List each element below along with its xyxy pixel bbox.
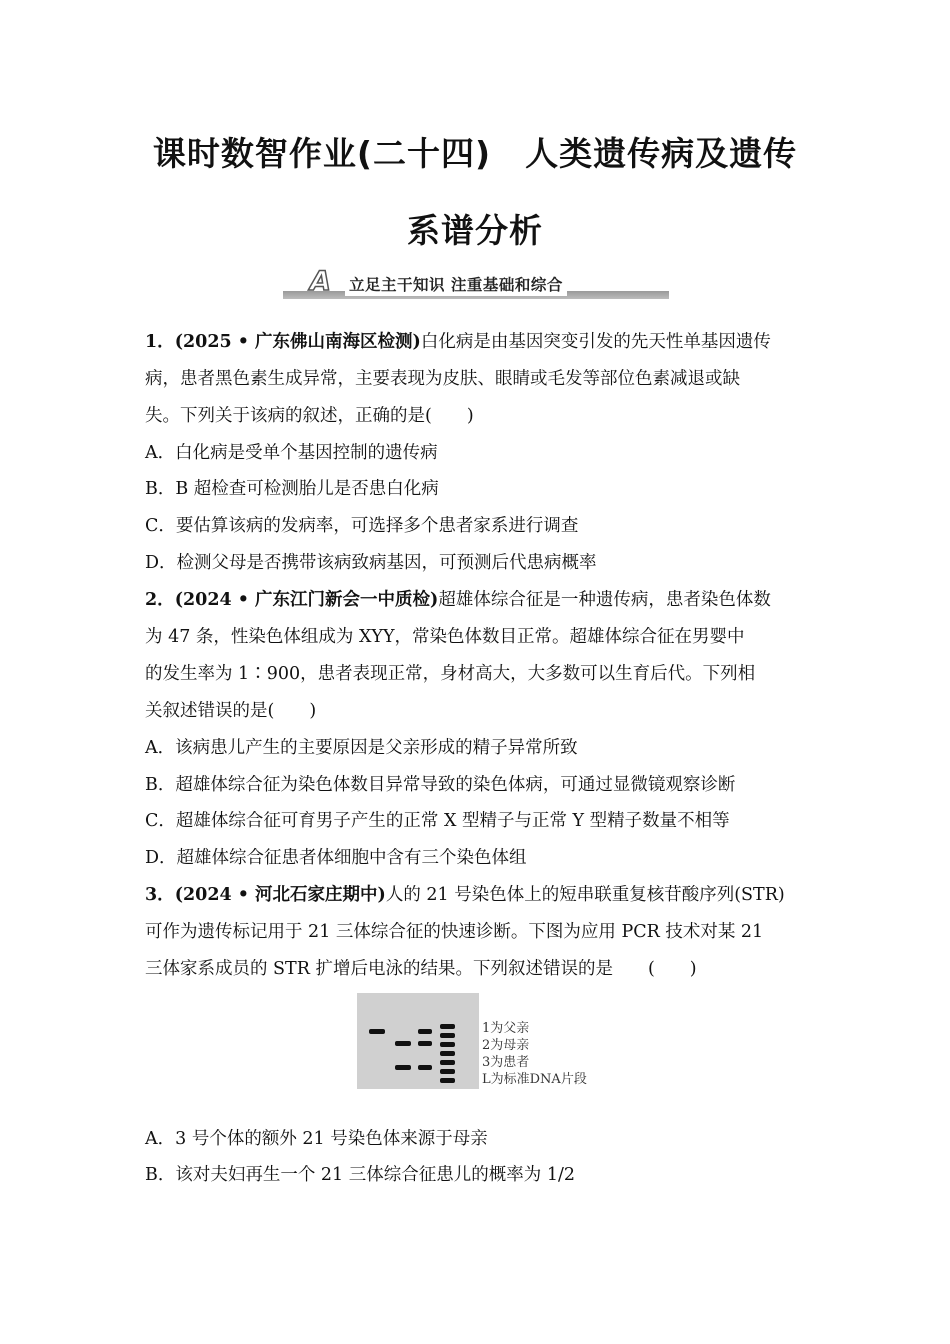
q2-stem-line-2: 为 47 条，性染色体组成为 XYY，常染色体数目正常。超雄体综合征在男婴中	[145, 627, 745, 647]
q2-stem-line-3: 的发生率为 1∶900，患者表现正常，身材高大，大多数可以生育后代。下列相	[145, 664, 756, 684]
gel-band	[440, 1033, 455, 1038]
figure-legend-father: 1为父亲	[482, 1021, 530, 1036]
q1-stem-line-1	[145, 330, 771, 354]
gel-electrophoresis-figure	[357, 993, 479, 1089]
q3-stem-line-3: 三体家系成员的 STR 扩增后电泳的结果。下列叙述错误的是 ( )	[145, 959, 697, 979]
q3-source: (2024 • 河北石家庄期中)	[174, 885, 386, 905]
q2-stem-line-4: 关叙述错误的是( )	[145, 701, 317, 721]
gel-band	[440, 1042, 455, 1047]
page-title-line-2: 系谱分析	[407, 211, 543, 250]
q2-stem-text-1: 超雄体综合征是一种遗传病，患者染色体数	[438, 590, 771, 610]
banner-letter-icon: A	[310, 266, 331, 297]
page-title-line-1: 课时数智作业(二十四) 人类遗传病及遗传	[152, 134, 798, 173]
section-banner	[283, 266, 669, 302]
gel-band	[369, 1029, 385, 1034]
q2-source: (2024 • 广东江门新会一中质检)	[174, 590, 439, 610]
q3-stem-text-1: 人的 21 号染色体上的短串联重复核苷酸序列(STR)	[385, 885, 785, 905]
q2-stem-line-1	[145, 588, 771, 612]
q3-stem-line-1	[145, 883, 785, 907]
q1-number: 1．	[145, 332, 175, 352]
q2-option-c: C．超雄体综合征可育男子产生的正常 X 型精子与正常 Y 型精子数量不相等	[145, 811, 730, 831]
q2-number: 2．	[145, 590, 175, 610]
banner-text: 立足主干知识 注重基础和综合	[345, 274, 567, 296]
gel-band	[440, 1060, 455, 1065]
q1-stem-line-3: 失。下列关于该病的叙述，正确的是( )	[145, 406, 474, 426]
q3-number: 3．	[145, 885, 175, 905]
q2-option-a: A．该病患儿产生的主要原因是父亲形成的精子异常所致	[145, 738, 578, 758]
q2-option-b: B．超雄体综合征为染色体数目异常导致的染色体病，可通过显微镜观察诊断	[145, 775, 736, 795]
figure-legend-mother: 2为母亲	[482, 1038, 530, 1053]
gel-band	[418, 1065, 432, 1070]
gel-band	[440, 1078, 455, 1083]
q1-option-d: D．检测父母是否携带该病致病基因，可预测后代患病概率	[145, 553, 597, 573]
figure-legend-patient: 3为患者	[482, 1055, 530, 1070]
gel-band	[440, 1051, 455, 1056]
gel-band	[418, 1029, 432, 1034]
q2-option-d: D．超雄体综合征患者体细胞中含有三个染色体组	[145, 848, 527, 868]
gel-band	[418, 1041, 432, 1046]
q1-option-b: B．B 超检查可检测胎儿是否患白化病	[145, 479, 439, 499]
q1-stem-line-2: 病，患者黑色素生成异常，主要表现为皮肤、眼睛或毛发等部位色素减退或缺	[145, 369, 740, 389]
figure-legend-ladder: L为标准DNA片段	[482, 1072, 587, 1087]
q3-option-b: B．该对夫妇再生一个 21 三体综合征患儿的概率为 1/2	[145, 1165, 575, 1185]
gel-band	[395, 1041, 411, 1046]
q3-stem-line-2: 可作为遗传标记用于 21 三体综合征的快速诊断。下图为应用 PCR 技术对某 21	[145, 922, 764, 942]
q1-source: (2025 • 广东佛山南海区检测)	[174, 332, 421, 352]
gel-band	[440, 1069, 455, 1074]
gel-band	[395, 1065, 411, 1070]
q3-option-a: A．3 号个体的额外 21 号染色体来源于母亲	[145, 1129, 488, 1149]
q1-stem-text-1: 白化病是由基因突变引发的先天性单基因遗传	[420, 332, 771, 352]
q1-option-c: C．要估算该病的发病率，可选择多个患者家系进行调查	[145, 516, 579, 536]
q1-option-a: A．白化病是受单个基因控制的遗传病	[145, 443, 438, 463]
gel-band	[440, 1024, 455, 1029]
